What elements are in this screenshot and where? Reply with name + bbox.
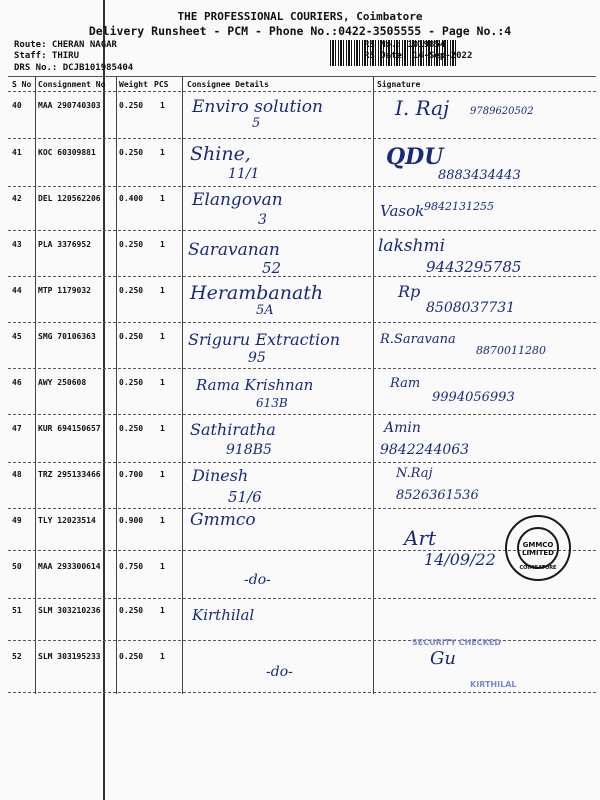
sheet-title: Delivery Runsheet - PCM - Phone No.:0422-3505555 - Page No.:4 [88, 24, 512, 38]
seal-city-text: COIMBATORE [519, 565, 557, 571]
gmmco-delivery-date: 14/09/22 [424, 550, 496, 569]
row-sno: 40 [12, 101, 22, 110]
col-divider [373, 76, 374, 694]
col-consignee-header: Consignee Details [187, 80, 269, 89]
row-consignment: DEL 120562206 [38, 194, 101, 203]
row-pcs: 1 [160, 148, 165, 157]
receiver-phone: 9443295785 [426, 258, 522, 276]
consignee-name: Sriguru Extraction [188, 330, 341, 349]
row-consignment: MAA 293300614 [38, 562, 101, 571]
row-divider [8, 462, 596, 463]
receiver-phone: 9994056993 [432, 390, 515, 405]
receiver-signature: Ram [390, 376, 421, 391]
row-sno: 50 [12, 562, 22, 571]
row-weight: 0.400 [119, 194, 144, 203]
row-weight: 0.250 [119, 424, 144, 433]
gmmco-seal-stamp [505, 515, 571, 581]
col-consignment-header: Consignment No [38, 80, 106, 89]
consignee-name: Herambanath [190, 282, 324, 304]
row-weight: 0.250 [119, 148, 144, 157]
row-pcs: 1 [160, 562, 165, 571]
row-divider [8, 414, 596, 415]
row-sno: 43 [12, 240, 22, 249]
consignee-name: Saravanan [188, 240, 280, 260]
consignee-name: Rama Krishnan [196, 376, 314, 394]
row-divider [8, 322, 596, 323]
row-pcs: 1 [160, 652, 165, 661]
receiver-signature: I. Raj [395, 96, 450, 120]
row-divider [8, 276, 596, 277]
row-divider [8, 230, 596, 231]
receiver-phone: 9789620502 [470, 106, 534, 117]
row-sno: 47 [12, 424, 22, 433]
row-consignment: KUR 694150657 [38, 424, 101, 433]
row-sno: 52 [12, 652, 22, 661]
rs-date: RS Date: 14-Sep-2022 [364, 51, 473, 61]
receiver-signature: Rp [398, 282, 421, 301]
consignee-address: 5 [252, 116, 261, 131]
staff-label: Staff: THIRU [14, 51, 80, 61]
col-divider [182, 76, 183, 694]
row-weight: 0.250 [119, 332, 144, 341]
row-divider [8, 186, 596, 187]
row-weight: 0.250 [119, 606, 144, 615]
row-pcs: 1 [160, 240, 165, 249]
table-top-border [8, 76, 596, 77]
row-pcs: 1 [160, 101, 165, 110]
consignee-address: -do- [266, 664, 293, 680]
consignee-name: Shine, [190, 143, 251, 165]
row-sno: 45 [12, 332, 22, 341]
receiver-signature: QDU [386, 144, 444, 170]
row-pcs: 1 [160, 424, 165, 433]
receiver-phone: 8508037731 [426, 300, 516, 316]
receiver-signature: N.Raj [396, 466, 433, 481]
receiver-phone: 9842131255 [424, 200, 494, 213]
row-weight: 0.700 [119, 470, 144, 479]
row-sno: 46 [12, 378, 22, 387]
row-pcs: 1 [160, 378, 165, 387]
row-divider [8, 508, 596, 509]
row-pcs: 1 [160, 286, 165, 295]
row-consignment: SLM 303210236 [38, 606, 101, 615]
row-divider [8, 692, 596, 693]
row-sno: 44 [12, 286, 22, 295]
row-sno: 51 [12, 606, 22, 615]
row-divider [8, 598, 596, 599]
receiver-phone: 8883434443 [438, 168, 521, 183]
row-consignment: MAA 290740303 [38, 101, 101, 110]
row-divider [8, 138, 596, 139]
row-weight: 0.250 [119, 286, 144, 295]
consignee-address: 51/6 [228, 488, 262, 506]
gmmco-signature: Art [404, 526, 437, 550]
row-sno: 48 [12, 470, 22, 479]
security-checked-stamp: SECURITY CHECKED [412, 638, 501, 647]
consignee-name: Enviro solution [192, 97, 323, 117]
row-weight: 0.250 [119, 378, 144, 387]
row-sno: 41 [12, 148, 22, 157]
header-divider [8, 91, 596, 92]
col-weight-header: Weight [119, 80, 148, 89]
receiver-signature: Amin [384, 420, 421, 436]
col-signature-header: Signature [377, 80, 421, 89]
consignee-address: 52 [262, 259, 282, 277]
consignee-address: 613B [256, 396, 288, 410]
receiver-signature: lakshmi [378, 236, 446, 256]
row-weight: 0.250 [119, 101, 144, 110]
col-pcs-header: PCS [154, 80, 169, 89]
row-pcs: 1 [160, 606, 165, 615]
receiver-phone: 9842244063 [380, 442, 470, 458]
row-consignment: AWY 250608 [38, 378, 87, 387]
route-label: Route: CHERAN NAGAR [14, 40, 117, 50]
row-consignment: MTP 1179032 [38, 286, 91, 295]
row-weight: 0.250 [119, 240, 144, 249]
row-consignment: SLM 303195233 [38, 652, 101, 661]
row-consignment: TRZ 295133466 [38, 470, 101, 479]
consignee-name: Kirthilal [192, 606, 255, 624]
company-title: THE PROFESSIONAL COURIERS, Coimbatore [177, 10, 423, 23]
row-pcs: 1 [160, 470, 165, 479]
row-pcs: 1 [160, 332, 165, 341]
consignee-address: 5A [256, 303, 274, 318]
consignee-address: 3 [258, 212, 267, 228]
row-consignment: KOC 60309881 [38, 148, 96, 157]
row-weight: 0.750 [119, 562, 144, 571]
col-divider [35, 76, 36, 694]
receiver-signature: R.Saravana [380, 332, 456, 347]
receiver-phone: 8870011280 [476, 344, 546, 357]
consignee-address: 11/1 [228, 166, 260, 182]
row-weight: 0.900 [119, 516, 144, 525]
row-consignment: SMG 70106363 [38, 332, 96, 341]
consignee-address: 918B5 [226, 442, 272, 458]
kirthilal-stamp: KIRTHILAL [470, 680, 517, 689]
scan-spine-line [103, 0, 105, 800]
consignee-name: Dinesh [192, 466, 249, 485]
row-consignment: PLA 3376952 [38, 240, 91, 249]
consignee-name: Gmmco [190, 510, 256, 530]
consignee-name: Elangovan [192, 190, 283, 210]
row-pcs: 1 [160, 516, 165, 525]
receiver-signature: Vasok [380, 202, 425, 220]
row-divider [8, 640, 596, 641]
row-sno: 42 [12, 194, 22, 203]
row-pcs: 1 [160, 194, 165, 203]
rs-number: RS No.: 1019854 [364, 40, 446, 50]
drs-label: DRS No.: DCJB101985404 [14, 63, 134, 73]
seal-text: GMMCO LIMITED [521, 541, 554, 557]
consignee-address: -do- [244, 572, 271, 588]
row-consignment: TLY 12023514 [38, 516, 96, 525]
consignee-name: Sathiratha [190, 420, 276, 439]
receiver-signature: Gu [430, 648, 456, 669]
row-divider [8, 368, 596, 369]
row-weight: 0.250 [119, 652, 144, 661]
col-sno-header: S No [12, 80, 32, 89]
row-sno: 49 [12, 516, 22, 525]
col-divider [116, 76, 117, 694]
consignee-address: 95 [248, 350, 266, 366]
receiver-phone: 8526361536 [396, 488, 479, 503]
